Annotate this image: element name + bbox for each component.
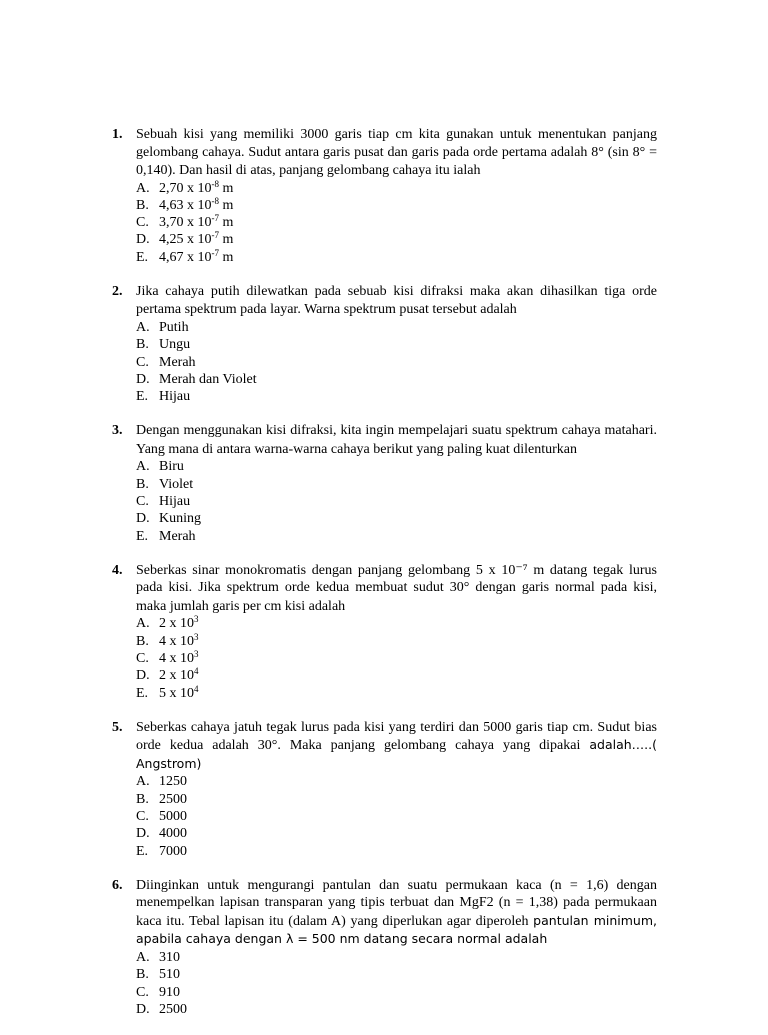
- question-1: [112, 126, 657, 266]
- option-c: C. Merah: [136, 354, 196, 370]
- option-b: B. 510: [136, 967, 180, 983]
- question-number: 1.: [112, 127, 123, 142]
- option-d: D. Kuning: [136, 511, 201, 527]
- question-number: 5.: [112, 719, 123, 735]
- option-text: 2500: [159, 1001, 187, 1017]
- option-b: B. 2500: [136, 791, 187, 807]
- exponent: 3: [194, 614, 199, 625]
- question-text: Diinginkan untuk mengurangi pantulan dan suatu permukaan kaca (n = 1,6) dengan menempelkan lapisan transparan yang tipis terbuat dan MgF2 (n = 1,38) pada permukaan kaca itu. Tebal lapisan itu (dalam A) yang diperlukan agar diperoleh pantulan minimum, apabila cahaya dengan λ = 500 nm datang secara normal adalah: [136, 877, 657, 947]
- option-text: 7000: [159, 843, 187, 859]
- option-b: B. Violet: [136, 476, 194, 492]
- option-a: A. 2,70 x $10^{-8}$ m: [136, 178, 234, 196]
- option-d: D. 4000: [136, 826, 187, 842]
- option-c: C. Hijau: [136, 494, 191, 510]
- option-c: C. 3,70 x $10^{-7}$ m: [136, 213, 234, 231]
- option-text: Biru: [159, 459, 184, 475]
- option-e: E. 5 x $10^4$: [136, 683, 199, 701]
- question-number: 2.: [112, 283, 123, 299]
- question-3: [112, 422, 657, 544]
- option-text: 3,70 x $10^{-7}$ m: [159, 213, 234, 231]
- option-text: Ungu: [159, 337, 191, 353]
- option-text: 4 x $10^3$: [159, 649, 199, 667]
- option-b: B. 4,63 x $10^{-8}$ m: [136, 195, 234, 213]
- exponent: 3: [194, 631, 199, 642]
- question-text: Dengan menggunakan kisi difraksi, kita ingin mempelajari suatu spektrum cahaya matahari. Yang mana di antara warna-warna cahaya berikut yang paling kuat dilenturkan: [136, 423, 657, 457]
- option-text: 2 x $10^4$: [159, 666, 199, 684]
- exponent: -8: [211, 195, 219, 206]
- option-text: Violet: [159, 476, 194, 492]
- option-a: A. 310: [136, 949, 180, 965]
- option-text: Hijau: [159, 389, 191, 405]
- question-6: [112, 877, 657, 1018]
- option-text: 310: [159, 949, 180, 965]
- option-text: Merah: [159, 528, 196, 544]
- option-list: [136, 319, 657, 405]
- option-e: E. 7000: [136, 843, 187, 859]
- option-text: Merah dan Violet: [159, 371, 257, 387]
- option-text: Hijau: [159, 494, 191, 510]
- option-d: D. Merah dan Violet: [136, 371, 257, 387]
- option-c: C. 910: [136, 984, 180, 1000]
- exponent: 3: [194, 649, 199, 660]
- option-b: B. 4 x $10^3$: [136, 631, 199, 649]
- option-text: 2,70 x $10^{-8}$ m: [159, 178, 234, 196]
- question-number: 4.: [112, 562, 123, 578]
- option-text: Putih: [159, 319, 189, 335]
- question-5: [112, 719, 657, 860]
- option-text: 2500: [159, 791, 187, 807]
- question-2: [112, 283, 657, 405]
- question-text: Seberkas sinar monokromatis dengan panjang gelombang 5 x 10⁻⁷ m datang tegak lurus pada kisi. Jika spektrum orde kedua membuat sudut 30° dengan garis normal pada kisi, maka jumlah garis per cm kisi adalah: [136, 562, 657, 614]
- exponent: -7: [211, 213, 219, 224]
- question-number: 6.: [112, 877, 123, 893]
- option-d: D. 2 x $10^4$: [136, 666, 199, 684]
- question-number: 3.: [112, 423, 123, 439]
- question-list: [112, 126, 657, 1035]
- option-text: 1250: [159, 774, 187, 790]
- option-e: E. Merah: [136, 528, 196, 544]
- option-text: 2 x $10^3$: [159, 614, 199, 632]
- question-4: [112, 562, 657, 702]
- exponent: 4: [194, 666, 199, 677]
- option-list: [136, 458, 657, 544]
- option-text: 4,67 x $10^{-7}$ m: [159, 247, 234, 265]
- option-d: D. 4,25 x $10^{-7}$ m: [136, 230, 234, 248]
- option-list: [136, 773, 657, 859]
- option-e: E. Hijau: [136, 389, 191, 405]
- question-text: Sebuah kisi yang memiliki 3000 garis tiap cm kita gunakan untuk menentukan panjang gelombang cahaya. Sudut antara garis pusat dan garis pada orde pertama adalah 8° (sin 8° = 0,140). Dan hasil di atas, panjang gelombang cahaya itu ialah: [136, 127, 657, 178]
- option-text: Merah: [159, 354, 196, 370]
- option-text: 510: [159, 967, 180, 983]
- option-c: C. 4 x $10^3$: [136, 649, 199, 667]
- option-text: Kuning: [159, 511, 201, 527]
- option-a: A. Biru: [136, 459, 184, 475]
- option-text: 5 x $10^4$: [159, 683, 199, 701]
- option-text: 4 x $10^3$: [159, 631, 199, 649]
- option-a: A. Putih: [136, 319, 189, 335]
- option-list: [136, 615, 657, 701]
- option-list: [136, 180, 657, 266]
- option-d: D. 2500: [136, 1001, 187, 1017]
- option-text: 4000: [159, 826, 187, 842]
- option-b: B. Ungu: [136, 337, 191, 353]
- option-c: C. 5000: [136, 809, 187, 825]
- option-a: A. 1250: [136, 774, 187, 790]
- option-text: 5000: [159, 809, 187, 825]
- option-list: [136, 949, 657, 1018]
- option-text: 4,63 x $10^{-8}$ m: [159, 195, 234, 213]
- option-text: 910: [159, 984, 180, 1000]
- question-text: Jika cahaya putih dilewatkan pada sebuab kisi difraksi maka akan dihasilkan tiga orde pertama spektrum pada layar. Warna spektrum pusat tersebut adalah: [136, 283, 657, 318]
- exponent: 4: [194, 683, 199, 694]
- exponent: -7: [211, 247, 219, 258]
- option-a: A. 2 x $10^3$: [136, 614, 199, 632]
- question-text: Seberkas cahaya jatuh tegak lurus pada kisi yang terdiri dan 5000 garis tiap cm. Sudut bias orde kedua adalah 30°. Maka panjang gelombang cahaya yang dipakai adalah…..( Angstrom): [136, 719, 657, 771]
- exponent: -8: [211, 178, 219, 189]
- option-e: E. 4,67 x $10^{-7}$ m: [136, 247, 234, 265]
- exponent: -7: [211, 230, 219, 241]
- option-text: 4,25 x $10^{-7}$ m: [159, 230, 234, 248]
